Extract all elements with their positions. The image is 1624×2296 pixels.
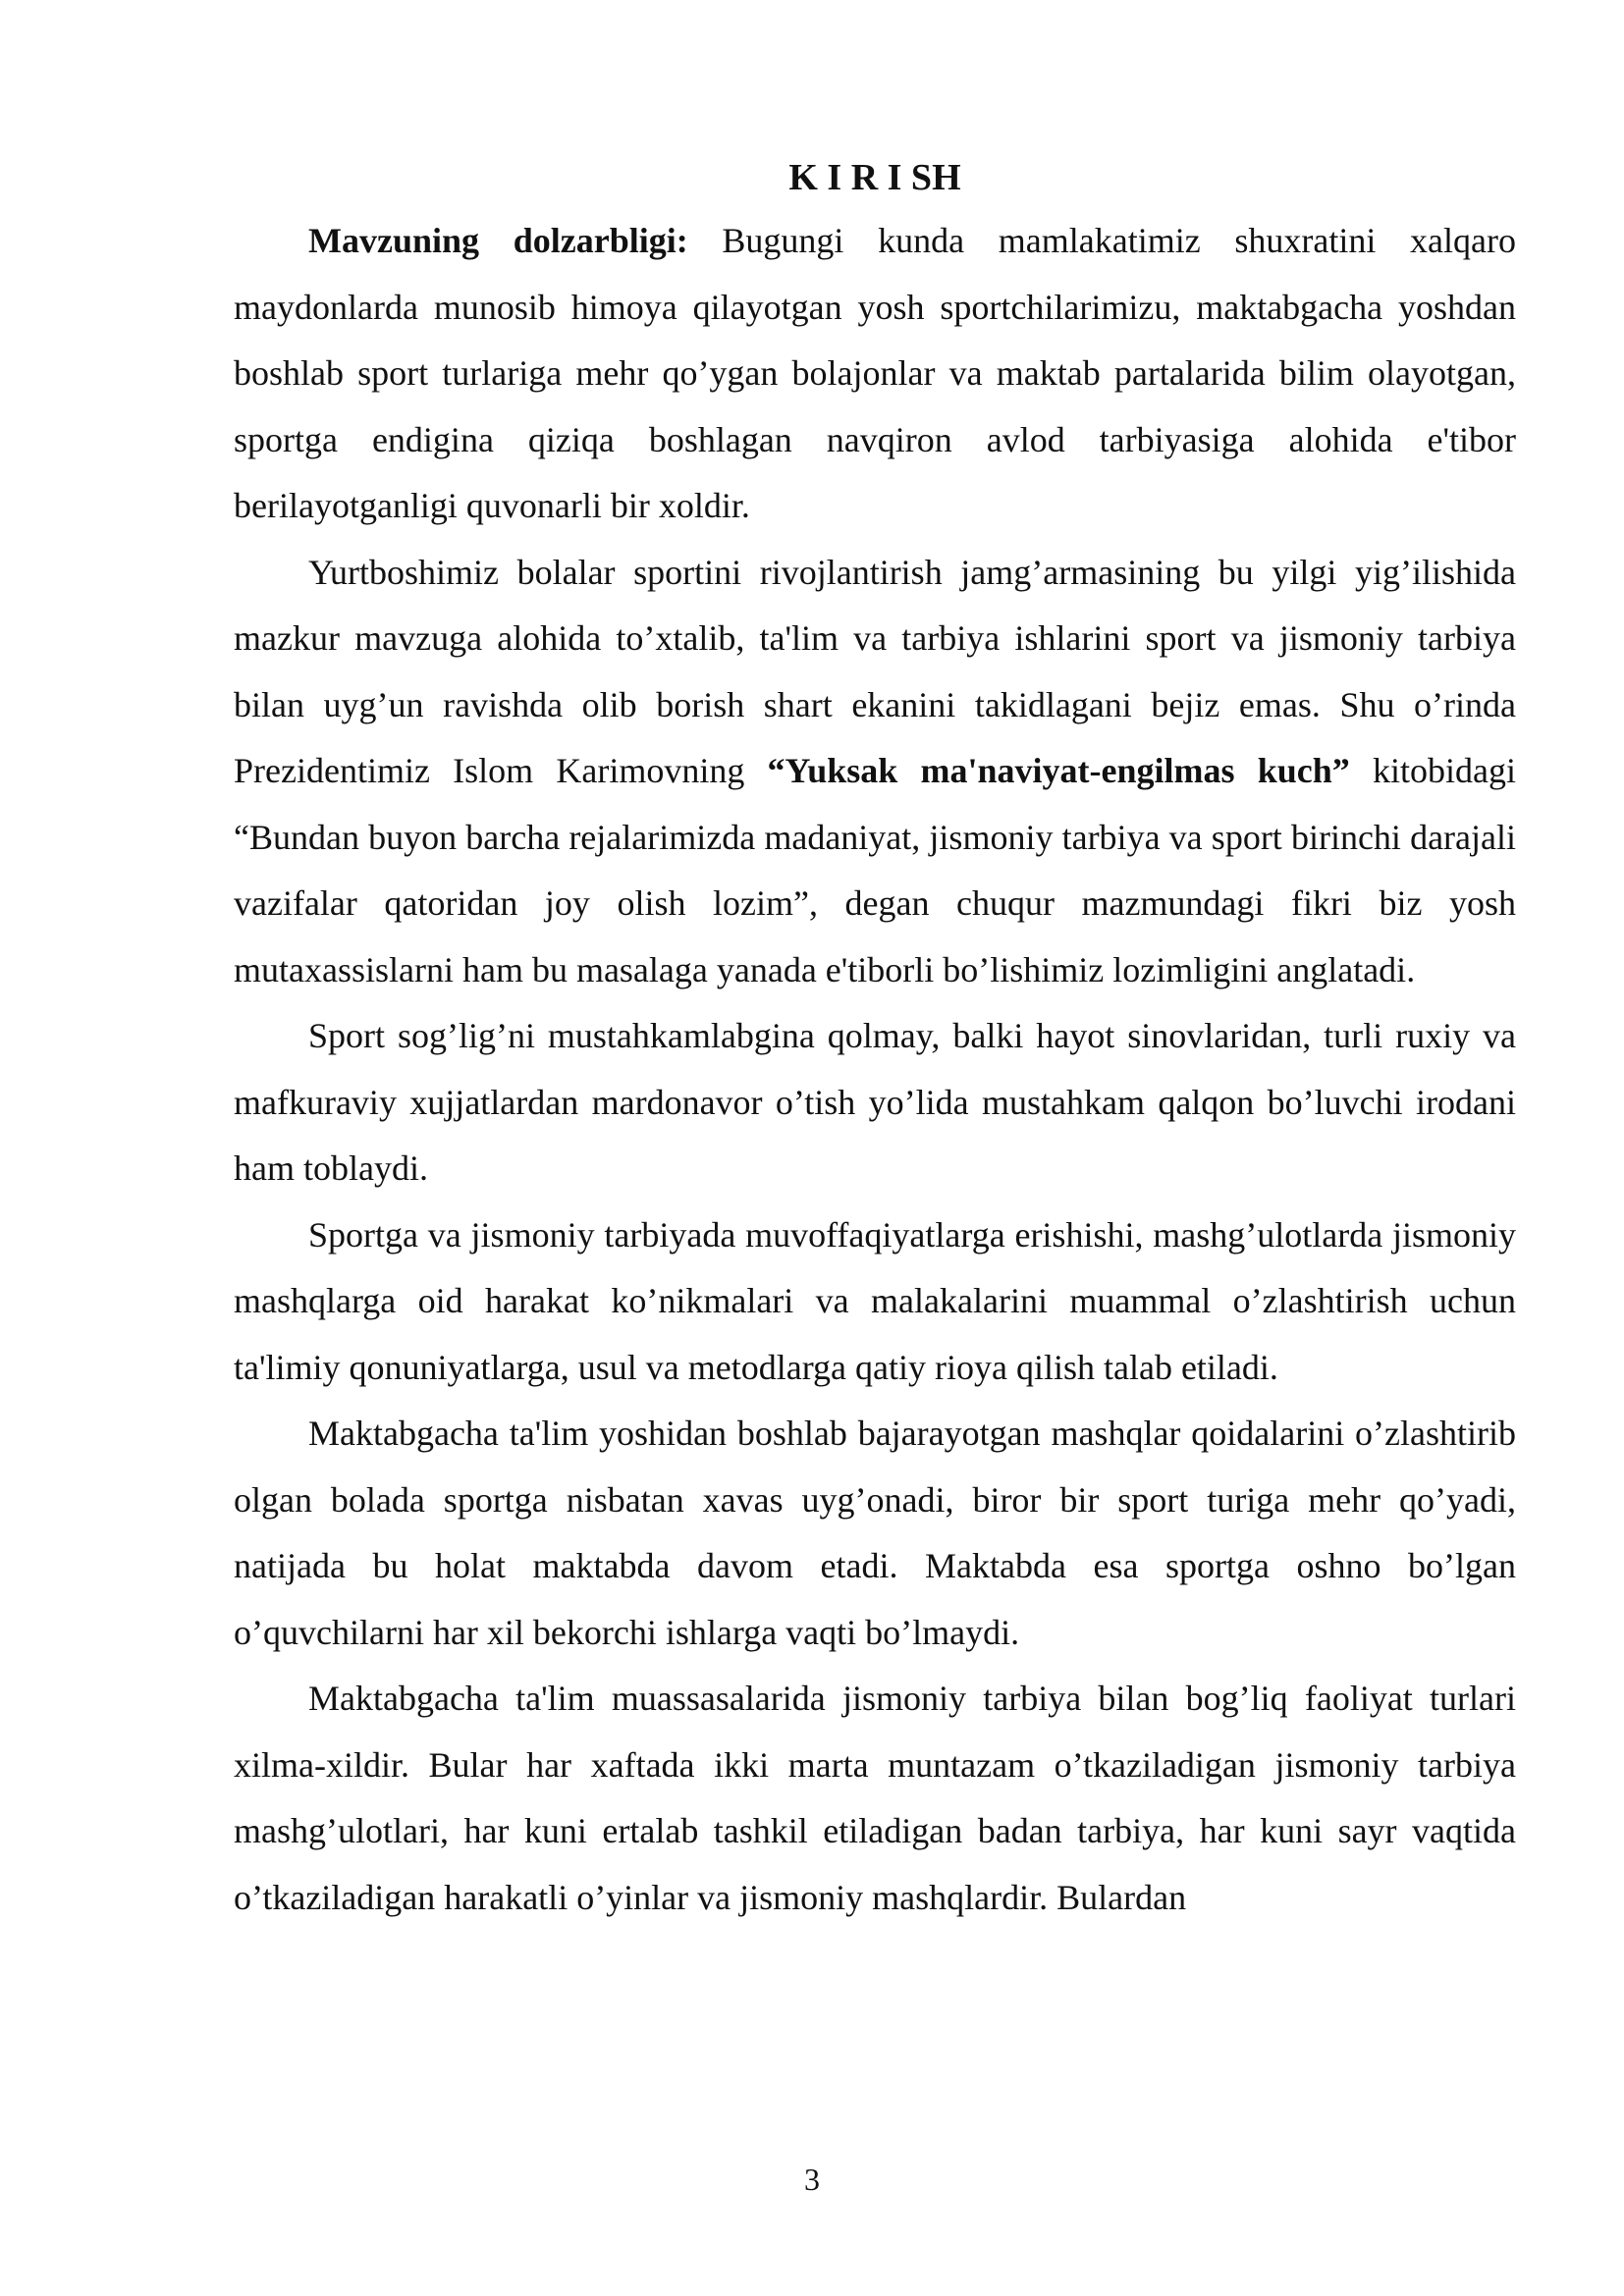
paragraph-president-quote [234, 540, 1516, 1004]
book-title: “Yuksak ma'naviyat-engilmas kuch” [767, 751, 1350, 790]
page-content [234, 147, 1516, 1931]
paragraph-text: kitobidagi “Bundan buyon barcha rejalarimizda madaniyat, jismoniy tarbiya va sport birinchi darajali vazifalar qatoridan joy olish lozim”, degan chuqur mazmundagi fikri biz yosh mutaxassislarni ham bu masalaga yanada e'tiborli bo’lishimiz lozimligini anglatadi. [234, 751, 1516, 989]
paragraph-relevance [234, 208, 1516, 540]
paragraph-preschool-activities: Maktabgacha ta'lim muassasalarida jismoniy tarbiya bilan bog’liq faoliyat turlari xilma-xildir. Bular har xaftada ikki marta muntazam o’tkaziladigan jismoniy tarbiya mashg’ulotlari, har kuni ertalab tashkil etiladigan badan tarbiya, har kuni sayr vaqtida o’tkaziladigan harakatli o’yinlar va jismoniy mashqlardir. Bulardan [234, 1679, 1516, 1917]
paragraph-text: Bugungi kunda mamlakatimiz shuxratini xalqaro maydonlarda munosib himoya qilayotgan yosh sportchilarimizu, maktabgacha yoshdan boshlab sport turlariga mehr qo’ygan bolajonlar va maktab partalarida bilim olayotgan, sportga endigina qiziqa boshlagan navqiron avlod tarbiyasiga alohida e'tibor berilayotganligi quvonarli bir xoldir. [234, 221, 1516, 525]
paragraph-sport-health: Sport sog’lig’ni mustahkamlabgina qolmay, balki hayot sinovlaridan, turli ruxiy va mafkuraviy xujjatlardan mardonavor o’tish yo’lida mustahkam qalqon bo’luvchi irodani ham toblaydi. [234, 1016, 1516, 1188]
paragraph-sport-success: Sportga va jismoniy tarbiyada muvoffaqiyatlarga erishishi, mashg’ulotlarda jismoniy mashqlarga oid harakat ko’nikmalari va malakalarini muammal o’zlashtirish uchun ta'limiy qonuniyatlarga, usul va metodlarga qatiy rioya qilish talab etiladi. [234, 1214, 1516, 1387]
page-number: 3 [804, 2162, 820, 2197]
paragraph-preschool-interest: Maktabgacha ta'lim yoshidan boshlab bajarayotgan mashqlar qoidalarini o’zlashtirib olgan bolada sportga nisbatan xavas uyg’onadi, biror bir sport turiga mehr qo’yadi, natijada bu holat maktabda davom etadi. Maktabda esa sportga oshno bo’lgan o’quvchilarni har xil bekorchi ishlarga vaqti bo’lmaydi. [234, 1414, 1516, 1652]
section-heading: K I R I SH [788, 157, 961, 198]
relevance-label: Mavzuning dolzarbligi: [308, 221, 688, 260]
paragraph-text: Yurtboshimiz bolalar sportini rivojlantirish jamg’armasining bu yilgi yig’ilishida mazkur mavzuga alohida to’xtalib, ta'lim va tarbiya ishlarini sport va jismoniy tarbiya bilan uyg’un ravishda olib borish shart ekanini takidlagani bejiz emas. Shu o’rinda Prezidentimiz Islom Karimovning [234, 552, 1516, 790]
